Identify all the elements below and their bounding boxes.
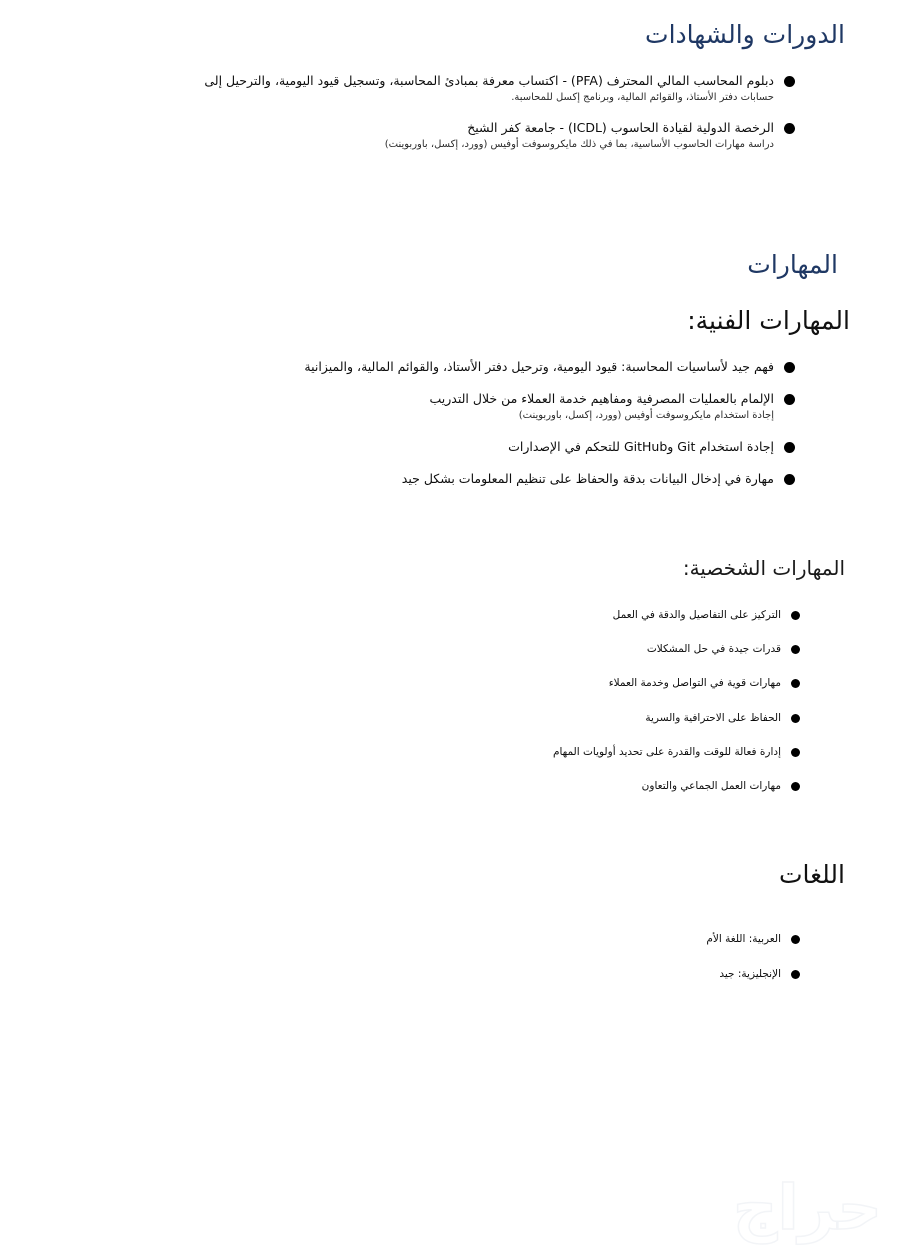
list-item-sub-text: إجادة استخدام مايكروسوفت أوفيس (وورد، إكسل، باوربوينت)	[518, 410, 774, 422]
list-item-body	[385, 119, 774, 153]
list-item-body	[613, 608, 781, 623]
list-item-body	[553, 745, 781, 760]
list-item	[295, 390, 795, 424]
list-item-body	[204, 72, 774, 106]
list-item-body	[645, 711, 781, 726]
list-item-main-text: مهارة في إدخال البيانات بدقة والحفاظ على تنظيم المعلومات بشكل جيد	[401, 470, 774, 486]
list-item	[150, 72, 795, 106]
bullet-dot-icon	[784, 474, 795, 485]
technical-skills-heading-text: المهارات الفنية:	[687, 306, 850, 335]
personal-skills-heading-text: المهارات الشخصية:	[682, 556, 845, 580]
bullet-dot-icon	[784, 362, 795, 373]
list-item-main-text: الحفاظ على الاحترافية والسرية	[645, 711, 781, 724]
bullet-dot-icon	[784, 394, 795, 405]
list-item-main-text: التركيز على التفاصيل والدقة في العمل	[612, 609, 781, 621]
list-item	[295, 358, 795, 376]
list-item-body	[430, 390, 775, 424]
list-item	[510, 745, 800, 760]
courses-heading-text: الدورات والشهادات	[645, 20, 845, 49]
list-item	[510, 676, 800, 691]
list-item-sub-text: دراسة مهارات الحاسوب الأساسية، بما في ذلك مايكروسوفت أوفيس (وورد، إكسل، باوربوينت)	[384, 138, 774, 150]
list-item-main-text: الإنجليزية: جيد	[719, 968, 781, 981]
list-item	[600, 932, 800, 947]
skills-section-heading	[747, 250, 838, 280]
list-item	[150, 119, 795, 153]
bullet-dot-icon	[791, 714, 800, 723]
list-item	[295, 470, 795, 488]
bullet-dot-icon	[784, 442, 795, 453]
personal-skills-list	[510, 608, 800, 794]
technical-skills-list	[295, 358, 795, 488]
list-item	[510, 779, 800, 794]
courses-list	[150, 72, 795, 152]
list-item-main-text: الإلمام بالعمليات المصرفية ومفاهيم خدمة العملاء من خلال التدريب	[429, 391, 774, 407]
list-item	[510, 711, 800, 726]
list-item	[510, 608, 800, 623]
list-item-main-text: مهارات قوية في التواصل وخدمة العملاء	[608, 677, 781, 690]
list-item-main-text: الرخصة الدولية لقيادة الحاسوب (ICDL) - جامعة كفر الشيخ	[467, 119, 774, 135]
courses-section-heading	[645, 20, 845, 50]
list-item-main-text: العربية: اللغة الأم	[706, 933, 781, 945]
list-item-main-text: فهم جيد لأساسيات المحاسبة: قيود اليومية، وترحيل دفتر الأستاذ، والقوائم المالية، والميزانية	[304, 359, 774, 374]
list-item-body	[508, 438, 774, 456]
list-item-body	[609, 676, 781, 691]
languages-section-heading	[779, 860, 845, 890]
list-item-body	[647, 642, 781, 657]
list-item-main-text: قدرات جيدة في حل المشكلات	[646, 643, 781, 656]
list-item-body	[719, 967, 781, 982]
bullet-dot-icon	[791, 970, 800, 979]
languages-list	[600, 932, 800, 982]
personal-skills-subheading	[683, 556, 845, 580]
list-item	[510, 642, 800, 657]
list-item	[295, 438, 795, 456]
list-item-body	[304, 358, 774, 376]
list-item-body	[642, 779, 781, 794]
list-item	[600, 967, 800, 982]
list-item-main-text: إجادة استخدام Git وGitHub للتحكم في الإصدارات	[508, 438, 774, 454]
bullet-dot-icon	[784, 123, 795, 134]
list-item-main-text: مهارات العمل الجماعي والتعاون	[641, 780, 781, 793]
list-item-sub-text: حسابات دفتر الأستاذ، والقوائم المالية، وبرنامج إكسل للمحاسبة.	[511, 92, 774, 104]
bullet-dot-icon	[784, 76, 795, 87]
bullet-dot-icon	[791, 935, 800, 944]
list-item-body	[402, 470, 774, 488]
bullet-dot-icon	[791, 782, 800, 791]
technical-skills-subheading	[687, 306, 850, 336]
bullet-dot-icon	[791, 645, 800, 654]
list-item-main-text: دبلوم المحاسب المالي المحترف (PFA) - اكتساب معرفة بمبادئ المحاسبة، وتسجيل قيود اليومية، والترحيل إلى	[204, 73, 774, 88]
watermark-text: حراج	[732, 1171, 882, 1244]
list-item-main-text: إدارة فعالة للوقت والقدرة على تحديد أولويات المهام	[552, 745, 781, 758]
languages-heading-text: اللغات	[778, 860, 845, 889]
bullet-dot-icon	[791, 679, 800, 688]
skills-heading-text: المهارات	[747, 250, 838, 279]
bullet-dot-icon	[791, 611, 800, 620]
list-item-body	[706, 932, 781, 947]
bullet-dot-icon	[791, 748, 800, 757]
